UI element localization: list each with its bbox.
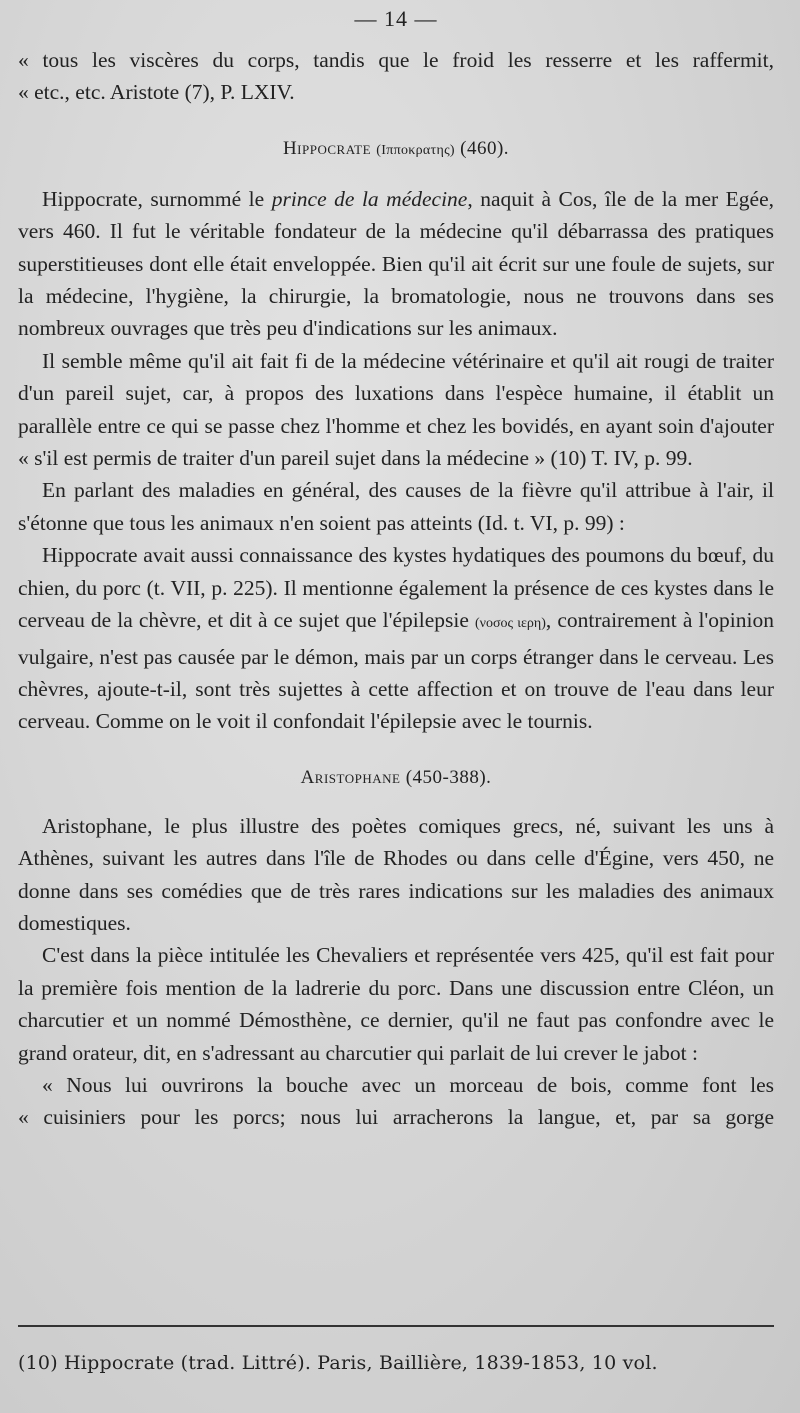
footnote: (10) Hippocrate (trad. Littré). Paris, Baillière, 1839-1853, 10 vol. bbox=[18, 1352, 658, 1374]
hippocrate-paragraph-3: En parlant des maladies en général, des causes de la fièvre qu'il attribue à l'air, il s'étonne que tous les animaux n'en soient pas atteints (Id. t. VI, p. 99) : bbox=[18, 478, 774, 535]
aristophane-paragraph-1: Aristophane, le plus illustre des poètes comiques grecs, né, suivant les uns à Athènes, suivant les autres dans l'île de Rhodes ou dans celle d'Égine, vers 450, ne donne dans ses comédies que de très rares indications sur les maladies des animaux domestiques. bbox=[18, 813, 774, 935]
hippocrate-paragraph-4 bbox=[18, 539, 774, 737]
aristophane-heading-date: (450-388). bbox=[405, 766, 492, 788]
hippocrate-heading-name: Hippocrate bbox=[282, 137, 372, 159]
hippocrate-p1-emphasis: prince de la médecine bbox=[271, 186, 468, 211]
hippocrate-p4-start: Hippocrate avait aussi connaissance des kystes hydatiques des poumons du bœuf, du chien, du porc (t. VII, p. 225). Il mentionne également la présence de ces kystes dans le cerveau de la chèvre, et dit à ce sujet que l'épilepsie bbox=[18, 543, 774, 633]
aristophane-heading-name: Aristophane bbox=[300, 766, 401, 788]
aristophane-quote-line-1: « Nous lui ouvrirons la bouche avec un morceau de bois, comme font les bbox=[42, 1072, 774, 1097]
hippocrate-p4-end: , contrairement à l'opinion vulgaire, n'est pas causée par le démon, mais par un corps étranger dans le cerveau. Les chèvres, ajoute-t-il, sont très sujettes à cette affection et on trouve de l'eau dans leur cerveau. Comme on le voit il confondait l'épilepsie avec le tournis. bbox=[18, 608, 775, 734]
hippocrate-p1-start: Hippocrate, surnommé le bbox=[42, 186, 272, 211]
intro-quote-line-1: « tous les viscères du corps, tandis que le froid les resserre et les raffermit, bbox=[18, 48, 774, 72]
page-number: — 14 — bbox=[354, 6, 438, 31]
hippocrate-heading bbox=[18, 134, 774, 166]
intro-quote-line-2: « etc., etc. Aristote (7), P. LXIV. bbox=[18, 80, 295, 105]
page-body bbox=[18, 44, 774, 1134]
aristophane-heading bbox=[18, 763, 774, 793]
hippocrate-paragraph-1 bbox=[18, 183, 774, 345]
footnote-divider bbox=[18, 1325, 774, 1327]
aristophane-quote-line-2: « cuisiniers pour les porcs; nous lui arracherons la langue, et, par sa gorge bbox=[18, 1105, 774, 1130]
hippocrate-p1-end: , naquit à Cos, île de la mer Egée, vers 460. Il fut le véritable fondateur de la médecine qu'il débarrassa des pratiques superstitieuses dont elle était enveloppée. Bien qu'il ait écrit sur une foule de sujets, sur la médecine, l'hygiène, la chirurgie, la bromatologie, nous ne trouvons dans ses nombreux ouvrages que très peu d'indications sur les animaux. bbox=[18, 186, 774, 341]
hippocrate-paragraph-2: Il semble même qu'il ait fait fi de la médecine vétérinaire et qu'il ait rougi de traiter d'un pareil sujet, car, à propos des luxations dans l'espèce humaine, il établit un parallèle entre ce qui se passe chez l'homme et chez les bovidés, en ayant soin d'ajouter « s'il est permis de traiter d'un pareil sujet dans la médecine » (10) T. IV, p. 99. bbox=[18, 348, 774, 471]
aristophane-paragraph-2: C'est dans la pièce intitulée les Chevaliers et représentée vers 425, qu'il est fait pour la première fois mention de la ladrerie du porc. Dans une discussion entre Cléon, un charcutier et un nommé Démosthène, ce dernier, qu'il ne faut pas confondre avec le grand orateur, dit, en s'adressant au charcutier qui parlait de lui crever le jabot : bbox=[18, 943, 774, 1065]
hippocrate-heading-greek: (Ιπποκρατης) bbox=[376, 142, 455, 158]
hippocrate-heading-date: (460). bbox=[460, 137, 510, 159]
hippocrate-p4-greek: (νοσος ιερη) bbox=[474, 616, 546, 632]
